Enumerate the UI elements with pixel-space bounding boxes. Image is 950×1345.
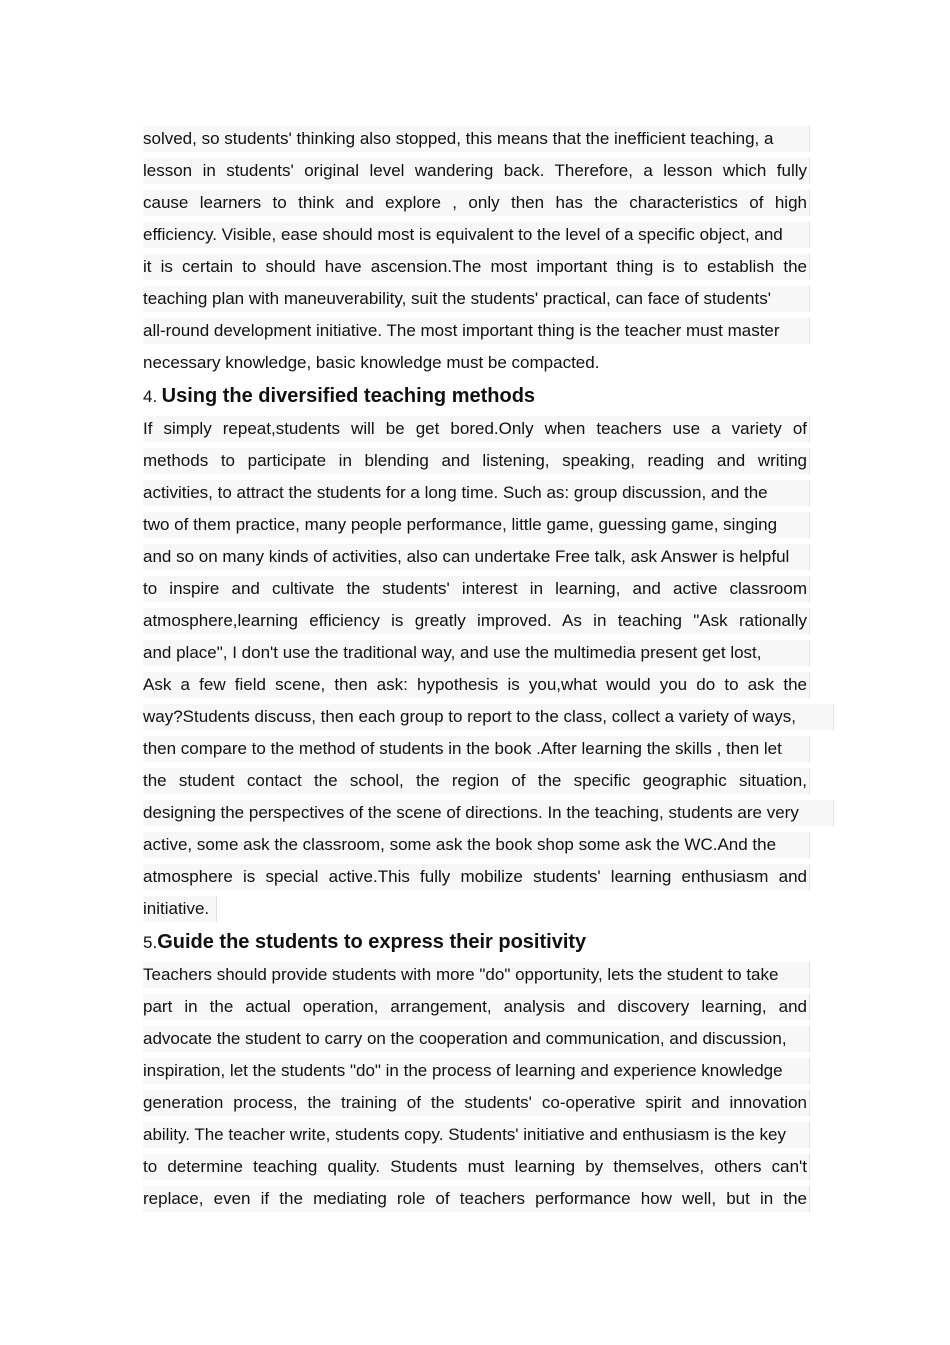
section-number: 4. bbox=[143, 387, 158, 406]
text-line: Ask a few field scene, then ask: hypothesis is you,what would you do to ask the bbox=[143, 669, 807, 701]
text-line: initiative. bbox=[143, 893, 833, 925]
text-line: efficiency. Visible, ease should most is equivalent to the level of a specific object, and bbox=[143, 219, 833, 251]
text-line: it is certain to should have ascension.The most important thing is to establish the bbox=[143, 251, 807, 283]
intro-paragraph bbox=[143, 123, 833, 379]
text-line: Teachers should provide students with more "do" opportunity, lets the student to take bbox=[143, 959, 833, 991]
text-column bbox=[143, 123, 833, 1215]
section-4-paragraph bbox=[143, 413, 833, 925]
section-5-paragraph bbox=[143, 959, 833, 1215]
text-line: lesson in students' original level wandering back. Therefore, a lesson which fully bbox=[143, 155, 807, 187]
text-line: part in the actual operation, arrangement, analysis and discovery learning, and bbox=[143, 991, 807, 1023]
section-title: Using the diversified teaching methods bbox=[161, 385, 536, 407]
text-line: ability. The teacher write, students copy. Students' initiative and enthusiasm is the key bbox=[143, 1119, 833, 1151]
text-line: teaching plan with maneuverability, suit the students' practical, can face of students' bbox=[143, 283, 833, 315]
text-line: methods to participate in blending and listening, speaking, reading and writing bbox=[143, 445, 807, 477]
text-line: two of them practice, many people performance, little game, guessing game, singing bbox=[143, 509, 833, 541]
text-line: designing the perspectives of the scene of directions. In the teaching, students are very bbox=[143, 797, 833, 829]
text-line: and place", I don't use the traditional way, and use the multimedia present get lost, bbox=[143, 637, 833, 669]
text-line: inspiration, let the students "do" in the process of learning and experience knowledge bbox=[143, 1055, 833, 1087]
text-line: If simply repeat,students will be get bored.Only when teachers use a variety of bbox=[143, 413, 807, 445]
text-line: way?Students discuss, then each group to report to the class, collect a variety of ways, bbox=[143, 701, 833, 733]
text-line: cause learners to think and explore , only then has the characteristics of high bbox=[143, 187, 807, 219]
text-line: and so on many kinds of activities, also can undertake Free talk, ask Answer is helpful bbox=[143, 541, 833, 573]
text-line: activities, to attract the students for a long time. Such as: group discussion, and the bbox=[143, 477, 833, 509]
text-line: to inspire and cultivate the students' interest in learning, and active classroom bbox=[143, 573, 807, 605]
section-4-heading bbox=[143, 379, 833, 413]
text-line: replace, even if the mediating role of teachers performance how well, but in the bbox=[143, 1183, 807, 1215]
text-line: to determine teaching quality. Students must learning by themselves, others can't bbox=[143, 1151, 807, 1183]
text-line: solved, so students' thinking also stopped, this means that the inefficient teaching, a bbox=[143, 123, 833, 155]
text-line: necessary knowledge, basic knowledge must be compacted. bbox=[143, 353, 600, 372]
text-line: active, some ask the classroom, some ask the book shop some ask the WC.And the bbox=[143, 829, 833, 861]
text-line: advocate the student to carry on the cooperation and communication, and discussion, bbox=[143, 1023, 833, 1055]
text-line: then compare to the method of students in the book .After learning the skills , then let bbox=[143, 733, 833, 765]
section-number: 5. bbox=[143, 933, 158, 952]
text-line: all-round development initiative. The most important thing is the teacher must master bbox=[143, 315, 833, 347]
section-title: Guide the students to express their positivity bbox=[157, 931, 587, 953]
text-line: atmosphere,learning efficiency is greatly improved. As in teaching "Ask rationally bbox=[143, 605, 807, 637]
section-5-heading bbox=[143, 925, 833, 959]
text-line: generation process, the training of the students' co-operative spirit and innovation bbox=[143, 1087, 807, 1119]
text-line: atmosphere is special active.This fully mobilize students' learning enthusiasm and bbox=[143, 861, 807, 893]
text-line: the student contact the school, the region of the specific geographic situation, bbox=[143, 765, 807, 797]
